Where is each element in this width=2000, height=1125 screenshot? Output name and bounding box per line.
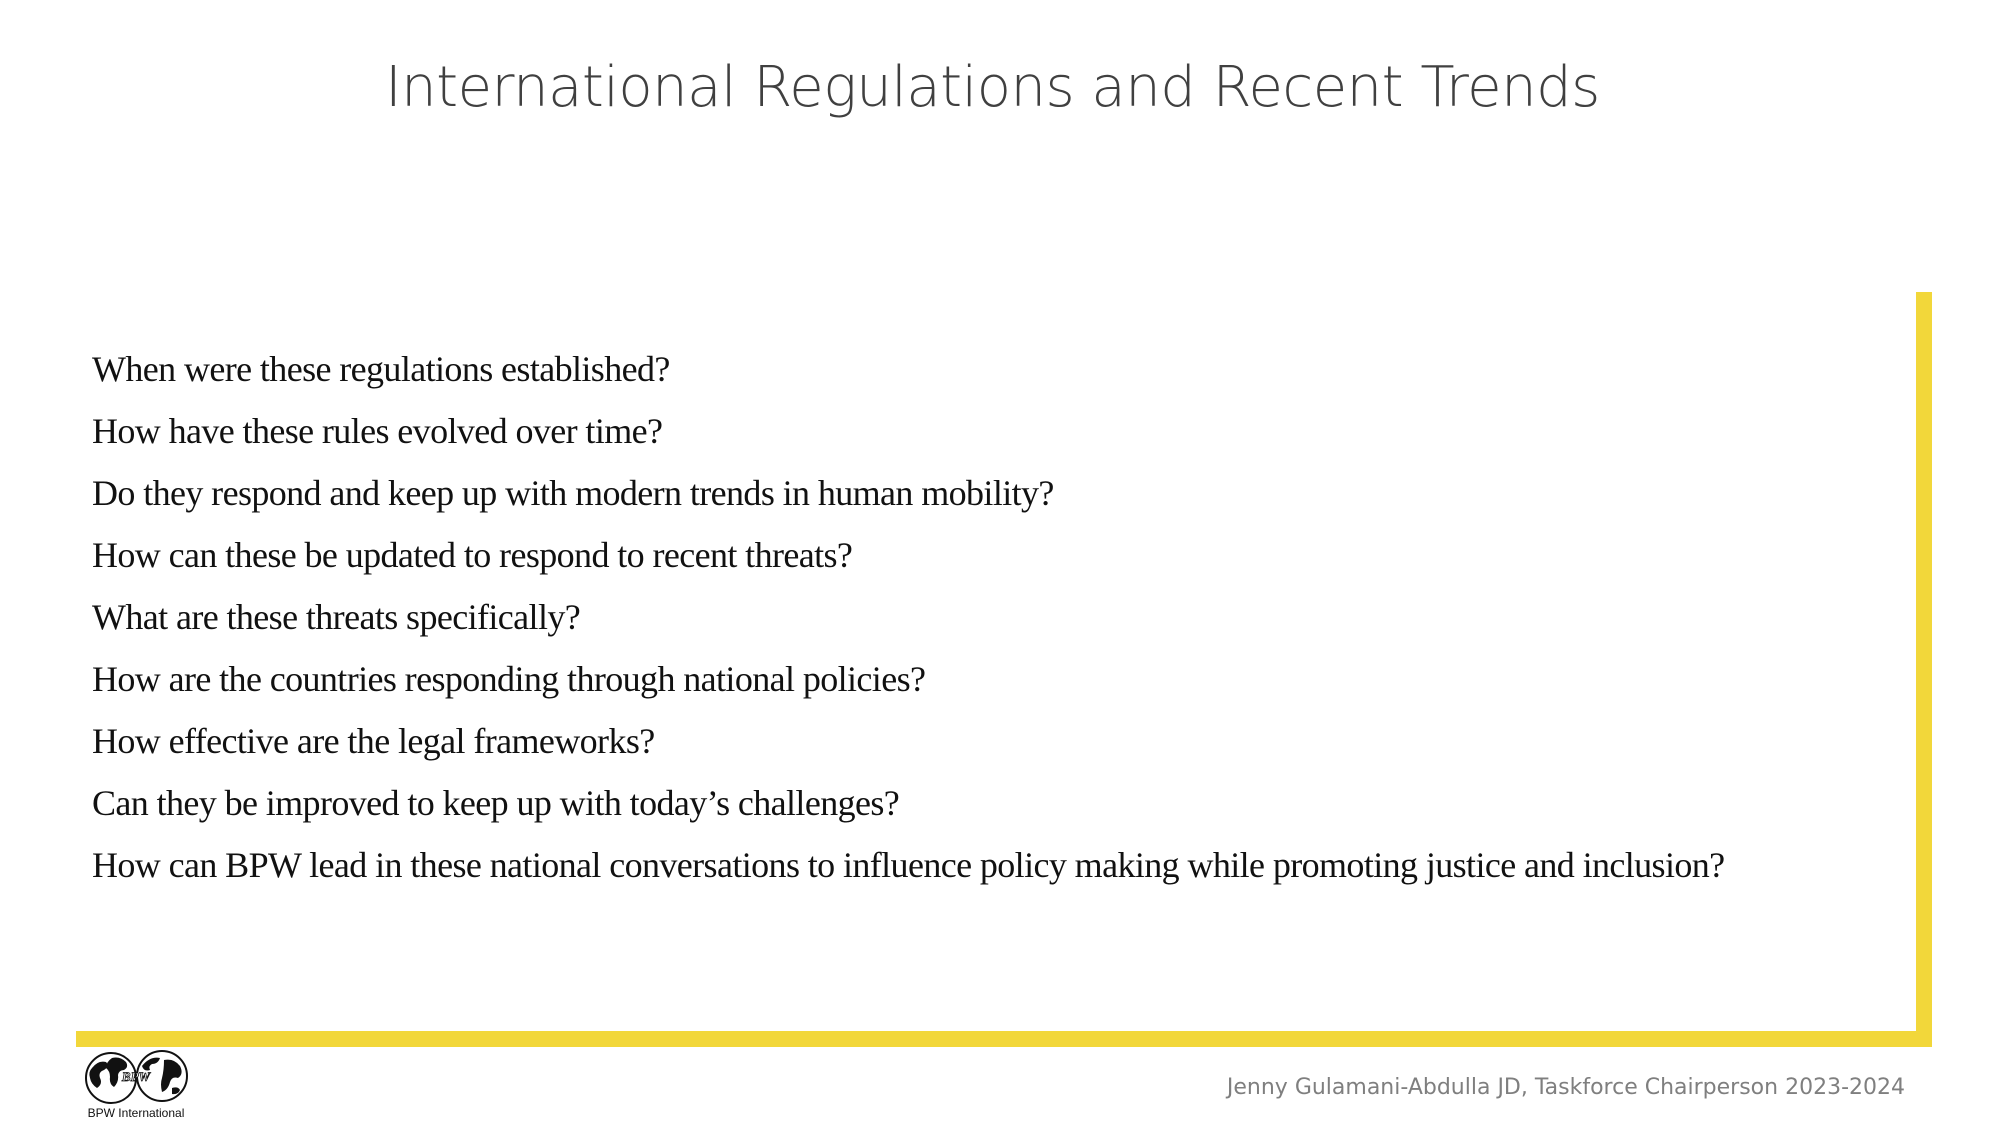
- question-item: What are these threats specifically?: [92, 597, 581, 637]
- footer-credit: Jenny Gulamani-Abdulla JD, Taskforce Chairperson 2023-2024: [1226, 1075, 1905, 1100]
- question-item: How can BPW lead in these national conversations to influence policy making while promoting justice and inclusion?: [92, 845, 1725, 885]
- question-list: [92, 338, 1725, 896]
- question-item: How have these rules evolved over time?: [92, 411, 663, 451]
- twin-globes-icon: [78, 1050, 194, 1106]
- bpw-emblem-text: BPW: [121, 1069, 151, 1084]
- question-item: How are the countries responding through national policies?: [92, 659, 926, 699]
- accent-bar-bottom: [76, 1031, 1932, 1047]
- question-item: When were these regulations established?: [92, 349, 670, 389]
- slide-title: International Regulations and Recent Trends: [385, 55, 1600, 120]
- question-item: How effective are the legal frameworks?: [92, 721, 655, 761]
- bpw-logo: [78, 1050, 194, 1122]
- accent-bar-right: [1916, 292, 1932, 1034]
- logo-caption: BPW International: [87, 1106, 185, 1120]
- question-item: Do they respond and keep up with modern trends in human mobility?: [92, 473, 1054, 513]
- question-item: How can these be updated to respond to recent threats?: [92, 535, 853, 575]
- question-item: Can they be improved to keep up with today’s challenges?: [92, 783, 900, 823]
